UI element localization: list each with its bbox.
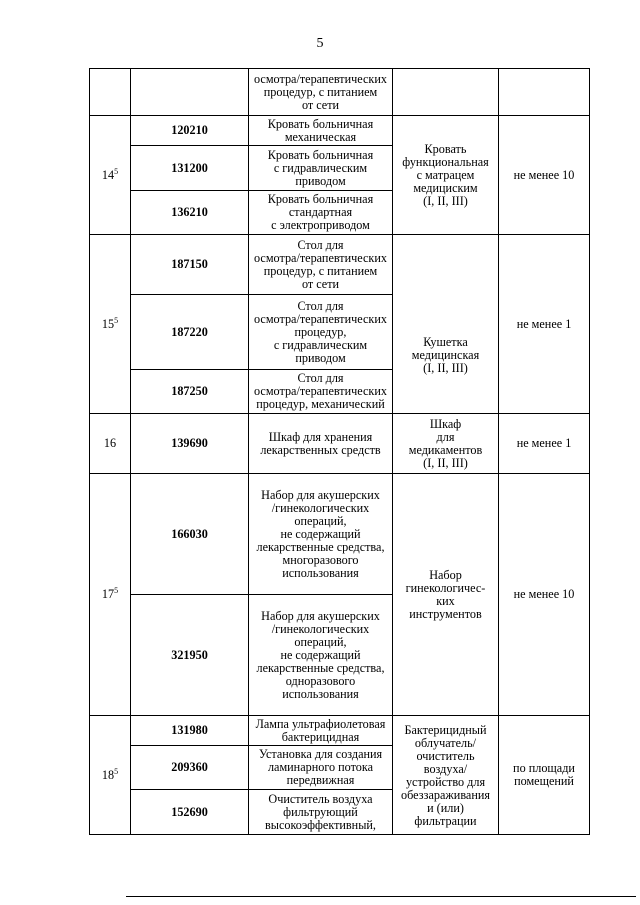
item-code: 187250 (131, 370, 249, 414)
table-row (90, 474, 590, 595)
item-name: Лампа ультрафиолетовая бактерицидная (249, 716, 393, 746)
cell-code-empty (131, 69, 249, 116)
item-name: Очиститель воздуха фильтрующий высокоэффективный, (249, 790, 393, 835)
item-code: 166030 (131, 474, 249, 595)
cell-num-empty (90, 69, 131, 116)
row-number: 14 (101, 167, 115, 182)
footnote-mark: 5 (114, 315, 119, 325)
row-number-15 (90, 235, 131, 414)
equipment-name: Бактерицидный облучатель/ очиститель воздуха/ устройство для обеззараживания и (или) фильтрации (393, 716, 499, 835)
item-name: Набор для акушерских /гинекологических операций, не содержащий лекарственные средства, одноразового использования (249, 595, 393, 716)
footnote-mark: 5 (114, 766, 119, 776)
cell-equipment-empty (393, 69, 499, 116)
row-number-14 (90, 116, 131, 235)
item-name: Набор для акушерских /гинекологических операций, не содержащий лекарственные средства, многоразового использования (249, 474, 393, 595)
footnote-mark: 5 (114, 166, 119, 176)
equipment-name: Кушетка медицинская (I, II, III) (393, 235, 499, 414)
item-code: 209360 (131, 746, 249, 790)
item-name: Стол для осмотра/терапевтических процедур, с питанием от сети (249, 235, 393, 295)
quantity: не менее 1 (499, 414, 590, 474)
row-number-17 (90, 474, 131, 716)
item-name: Установка для создания ламинарного потока передвижная (249, 746, 393, 790)
row-number-18 (90, 716, 131, 835)
page-number: 5 (316, 36, 324, 51)
quantity: по площади помещений (499, 716, 590, 835)
cell-qty-empty (499, 69, 590, 116)
item-name: Шкаф для хранения лекарственных средств (249, 414, 393, 474)
item-name: Стол для осмотра/терапевтических процедур, механический (249, 370, 393, 414)
item-name: Стол для осмотра/терапевтических процедур, с гидравлическим приводом (249, 295, 393, 370)
table-row (90, 414, 590, 474)
quantity: не менее 10 (499, 116, 590, 235)
item-code: 136210 (131, 191, 249, 235)
footnote-mark: 5 (114, 585, 119, 595)
item-code: 152690 (131, 790, 249, 835)
equipment-name: Набор гинекологичес- ких инструментов (393, 474, 499, 716)
item-name: Кровать больничная с гидравлическим приводом (249, 146, 393, 191)
item-code: 187150 (131, 235, 249, 295)
cell-name: осмотра/терапевтических процедур, с питанием от сети (249, 69, 393, 116)
row-number-16: 16 (90, 414, 131, 474)
table-row (90, 116, 590, 146)
item-code: 187220 (131, 295, 249, 370)
table-row (90, 235, 590, 295)
quantity: не менее 1 (499, 235, 590, 414)
equipment-name: Кровать функциональная с матрацем медициским (I, II, III) (393, 116, 499, 235)
page-bottom-rule (126, 896, 636, 897)
item-code: 131200 (131, 146, 249, 191)
item-code: 131980 (131, 716, 249, 746)
row-number: 17 (101, 587, 115, 601)
item-code: 120210 (131, 116, 249, 146)
item-name: Кровать больничная механическая (249, 116, 393, 146)
equipment-table (89, 68, 590, 835)
item-name: Кровать больничная стандартная с электроприводом (249, 191, 393, 235)
equipment-name: Шкаф для медикаментов (I, II, III) (393, 414, 499, 474)
table-row-continuation (90, 69, 590, 116)
row-number: 18 (101, 767, 115, 782)
row-number: 15 (101, 316, 115, 331)
quantity: не менее 10 (499, 474, 590, 716)
item-code: 139690 (131, 414, 249, 474)
table-row (90, 716, 590, 746)
item-code: 321950 (131, 595, 249, 716)
